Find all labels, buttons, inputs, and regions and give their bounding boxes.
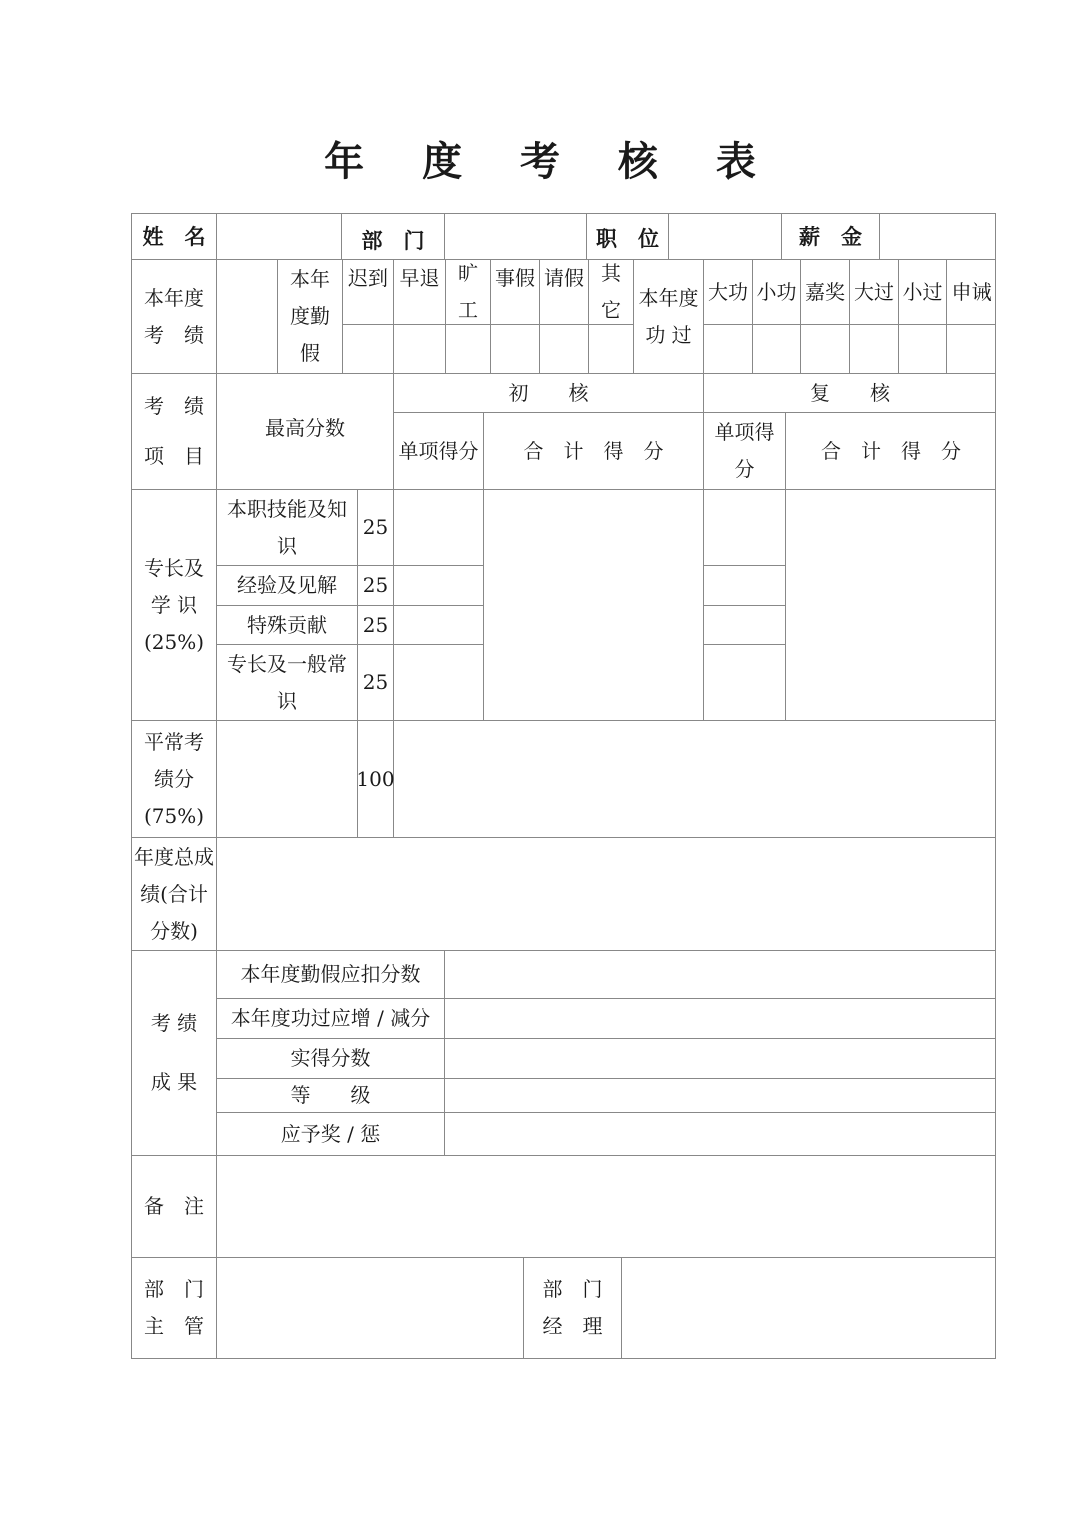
- scoring-item-label-top: 考 绩: [144, 394, 204, 419]
- expertise-final-total-cell[interactable]: [786, 490, 996, 721]
- scoring-item-label-bottom: 项 目: [144, 443, 204, 468]
- merit-type-warning: 申诫: [947, 260, 996, 325]
- commendation-count-cell[interactable]: [801, 325, 850, 374]
- actual-score-label: 实得分数: [217, 1039, 445, 1079]
- regular-max-score: 100: [358, 721, 394, 838]
- regular-score-cell[interactable]: [394, 721, 996, 838]
- name-field[interactable]: [217, 214, 342, 260]
- expertise-item-max: 25: [358, 490, 394, 566]
- reward-penalty-label: 应予奖 / 惩: [217, 1113, 445, 1156]
- grade-label: 等 级: [217, 1079, 445, 1113]
- actual-score-cell[interactable]: [445, 1039, 996, 1079]
- position-field[interactable]: [669, 214, 782, 260]
- leave-type-request: 请假: [540, 260, 589, 325]
- other-leave-count-cell[interactable]: [589, 325, 634, 374]
- request-leave-count-cell[interactable]: [540, 325, 589, 374]
- expertise-initial-score-cell[interactable]: [394, 490, 484, 566]
- leave-deduction-cell[interactable]: [445, 951, 996, 999]
- scoring-item-label: [132, 374, 217, 490]
- manager-label: 部 门经 理: [524, 1258, 622, 1358]
- leave-type-late: 迟到: [343, 260, 394, 325]
- expertise-item-name: 经验及见解: [217, 566, 358, 606]
- remarks-label: 备 注: [132, 1156, 217, 1258]
- expertise-final-score-cell[interactable]: [704, 490, 786, 566]
- expertise-item-max: 25: [358, 645, 394, 721]
- attendance-blank: [217, 260, 278, 374]
- late-count-cell[interactable]: [343, 325, 394, 374]
- expertise-initial-score-cell[interactable]: [394, 606, 484, 645]
- manager-signature-cell[interactable]: [622, 1258, 996, 1358]
- major-demerit-count-cell[interactable]: [850, 325, 899, 374]
- position-label: 职 位: [587, 214, 669, 260]
- attendance-row-label: 本年度考 绩: [132, 260, 217, 374]
- dept-field[interactable]: [445, 214, 587, 260]
- merit-type-minor-merit: 小功: [753, 260, 801, 325]
- name-label: 姓 名: [132, 214, 217, 260]
- expertise-item-max: 25: [358, 606, 394, 645]
- merit-type-commendation: 嘉奖: [801, 260, 850, 325]
- expertise-item-name: 本职技能及知识: [217, 490, 358, 566]
- supervisor-label: 部 门主 管: [132, 1258, 217, 1358]
- expertise-label: 专长及学 识(25%): [132, 490, 217, 721]
- personal-leave-count-cell[interactable]: [491, 325, 540, 374]
- regular-label: 平常考绩分(75%): [132, 721, 217, 838]
- expertise-final-score-cell[interactable]: [704, 645, 786, 721]
- leave-type-personal: 事假: [491, 260, 540, 325]
- expertise-initial-score-cell[interactable]: [394, 566, 484, 606]
- expertise-final-score-cell[interactable]: [704, 566, 786, 606]
- expertise-final-score-cell[interactable]: [704, 606, 786, 645]
- salary-label: 薪 金: [782, 214, 880, 260]
- supervisor-signature-cell[interactable]: [217, 1258, 524, 1358]
- grade-cell[interactable]: [445, 1079, 996, 1113]
- merit-type-minor-demerit: 小过: [899, 260, 947, 325]
- appraisal-form: [131, 213, 996, 1359]
- expertise-initial-score-cell[interactable]: [394, 645, 484, 721]
- results-label-top: 考 绩: [150, 1011, 198, 1035]
- expertise-item-name: 特殊贡献: [217, 606, 358, 645]
- final-single-score-header: 单项得分: [704, 413, 786, 490]
- merit-adjustment-cell[interactable]: [445, 999, 996, 1039]
- leave-type-other: 其它: [589, 260, 634, 325]
- expertise-item-max: 25: [358, 566, 394, 606]
- max-score-header: 最高分数: [217, 374, 394, 490]
- annual-total-cell[interactable]: [217, 838, 996, 951]
- leave-deduction-label: 本年度勤假应扣分数: [217, 951, 445, 999]
- merit-type-major-demerit: 大过: [850, 260, 899, 325]
- leave-type-absent: 旷工: [446, 260, 491, 325]
- merit-label: 本年度功 过: [634, 260, 704, 374]
- merit-type-major-merit: 大功: [704, 260, 753, 325]
- major-merit-count-cell[interactable]: [704, 325, 753, 374]
- leave-type-early-leave: 早退: [394, 260, 446, 325]
- results-label-bottom: 成 果: [150, 1070, 198, 1094]
- final-review-header: 复 核: [704, 374, 996, 413]
- absent-count-cell[interactable]: [446, 325, 491, 374]
- early-leave-count-cell[interactable]: [394, 325, 446, 374]
- initial-review-header: 初 核: [394, 374, 704, 413]
- salary-field[interactable]: [880, 214, 996, 260]
- final-total-score-header: 合 计 得 分: [786, 413, 996, 490]
- dept-label: 部 门: [342, 214, 445, 260]
- merit-adjustment-label: 本年度功过应增 / 减分: [217, 999, 445, 1039]
- minor-demerit-count-cell[interactable]: [899, 325, 947, 374]
- annual-total-label: 年度总成绩(合计分数): [132, 838, 217, 951]
- remarks-cell[interactable]: [217, 1156, 996, 1258]
- reward-penalty-cell[interactable]: [445, 1113, 996, 1156]
- expertise-item-name: 专长及一般常识: [217, 645, 358, 721]
- warning-count-cell[interactable]: [947, 325, 996, 374]
- regular-blank-cell: [217, 721, 358, 838]
- initial-total-score-header: 合 计 得 分: [484, 413, 704, 490]
- page-title: 年 度 考 核 表: [324, 138, 778, 185]
- minor-merit-count-cell[interactable]: [753, 325, 801, 374]
- initial-single-score-header: 单项得分: [394, 413, 484, 490]
- results-label: [132, 951, 217, 1156]
- expertise-initial-total-cell[interactable]: [484, 490, 704, 721]
- leave-label: 本年度勤假: [278, 260, 343, 374]
